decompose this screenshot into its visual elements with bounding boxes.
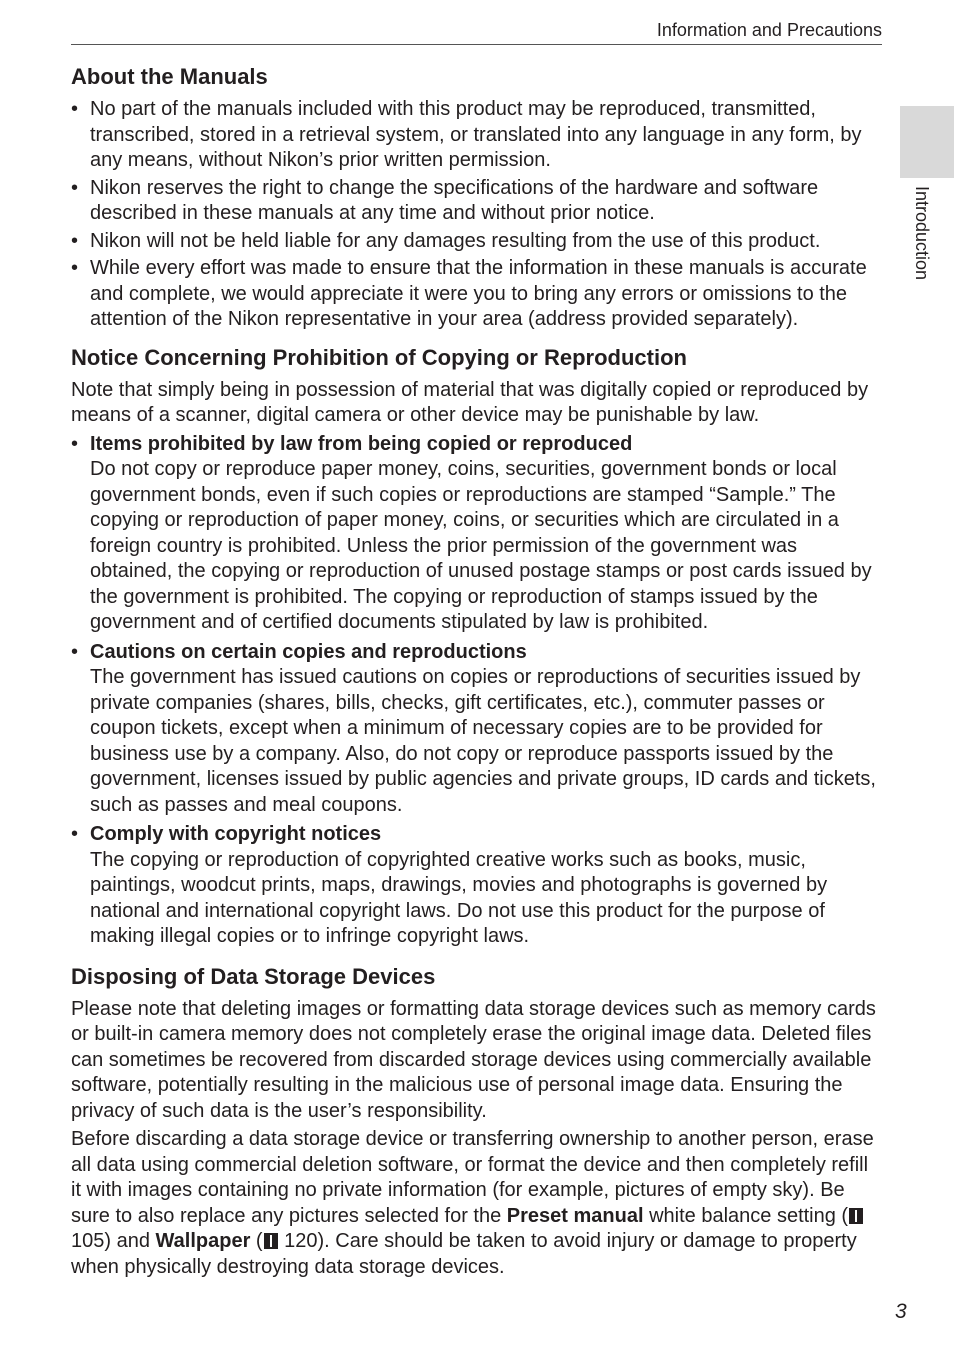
list-item-text: Nikon will not be held liable for any damages resulting from the use of this product. (90, 229, 821, 252)
list-item (71, 176, 883, 227)
page-number: 3 (895, 1300, 907, 1323)
bullet-icon: • (71, 257, 79, 279)
disposing-paragraph-1: Please note that deleting images or formatting data storage devices such as memory cards or built-in camera memory does not completely erase the original image data. Deleted files can sometimes be recovered from discarded storage devices using commercially available software, potentially resulting in the malicious use of personal image data. Ensuring the privacy of such data is the user’s responsibility. (71, 997, 876, 1122)
list-item (71, 822, 883, 950)
section-heading-disposing: Disposing of Data Storage Devices (71, 963, 436, 989)
page-content (71, 62, 883, 1283)
list-item (71, 229, 883, 255)
text-run: 105) and (71, 1230, 156, 1252)
item-title: Comply with copyright notices (90, 823, 382, 845)
notice-intro: Note that simply being in possession of material that was digitally copied or reproduced by means of a scanner, digital camera or other device may be punishable by law. (71, 378, 869, 426)
section-heading-notice: Notice Concerning Prohibition of Copying or Reproduction (71, 344, 687, 370)
bullet-icon: • (71, 98, 79, 120)
list-item (71, 640, 883, 819)
section-tab-text: Introduction (912, 186, 932, 281)
list-item-text: No part of the manuals included with this product may be reproduced, transmitted, transcribed, stored in a retrieval system, or translated into any language in any form, by any means, without Nikon’s prior written permission. (90, 98, 862, 171)
list-item-text: While every effort was made to ensure that the information in these manuals is accurate and complete, we would appreciate it were you to bring any errors or omissions to the attention of the Nikon representative in your area (address provided separately). (90, 257, 867, 330)
item-text: The government has issued cautions on copies or reproductions of securities issued by private companies (shares, bills, checks, gift certificates, etc.), commuter passes or coupon tickets, except when a minimum of necessary copies are to be provided for business use by a company. Also, do not copy or reproduce passports issued by the government, licenses issued by public agencies and private groups, ID cards and tickets, such as passes and meal coupons. (90, 666, 876, 816)
wallpaper-term: Wallpaper (155, 1230, 251, 1252)
list-item-text: Nikon reserves the right to change the specifications of the hardware and software described in these manuals at any time and without prior notice. (90, 176, 819, 224)
notice-list (71, 432, 883, 950)
manual-reference-icon (849, 1208, 863, 1224)
bullet-icon: • (71, 432, 79, 455)
disposing-paragraph-2 (71, 1127, 883, 1280)
manual-reference-icon (264, 1233, 278, 1249)
item-text: The copying or reproduction of copyrighted creative works such as books, music, paintings, woodcut prints, maps, drawings, movies and photographs is governed by national and international copyright laws. Do not use this product for the purpose of making illegal copies or to infringe copyright laws. (90, 848, 828, 947)
bullet-icon: • (71, 823, 79, 845)
list-item (71, 432, 883, 636)
header-title: Information and Precautions (656, 20, 882, 40)
bullet-icon: • (71, 176, 79, 199)
page-header (71, 18, 882, 45)
text-run: Before discarding a data storage device or transferring ownership to another person, erase all data using commercial deletion software, or format the device and then completely refill it with images containing no private information (for example, pictures of empty sky). Be sure to also replace any pictures selected for the (71, 1128, 874, 1227)
list-item (71, 97, 883, 174)
manuals-list (71, 97, 883, 333)
text-run: white balance setting ( (643, 1204, 849, 1227)
bullet-icon: • (71, 640, 79, 663)
item-text: Do not copy or reproduce paper money, coins, securities, government bonds or local government bonds, even if such copies or reproductions are stamped “Sample.” The copying or reproduction of paper money, coins, or securities which are circulated in a foreign country is prohibited. Unless the prior permission of the government was obtained, the copying or reproduction of unused postage stamps or post cards issued by the government is prohibited. The copying or reproduction of stamps issued by the government and of certified documents stipulated by law is prohibited. (90, 458, 872, 633)
bullet-icon: • (71, 229, 79, 252)
preset-manual-term: Preset manual (506, 1204, 644, 1227)
section-tab (900, 106, 954, 178)
text-run: 120). Care should be taken to avoid injury or damage to property when physically destroying data storage devices. (71, 1230, 857, 1278)
section-tab-label (912, 186, 932, 298)
section-heading-manuals: About the Manuals (71, 64, 268, 89)
text-run: ( (250, 1230, 263, 1252)
item-title: Items prohibited by law from being copied or reproduced (90, 432, 633, 455)
list-item (71, 256, 883, 333)
item-title: Cautions on certain copies and reproductions (90, 640, 527, 663)
